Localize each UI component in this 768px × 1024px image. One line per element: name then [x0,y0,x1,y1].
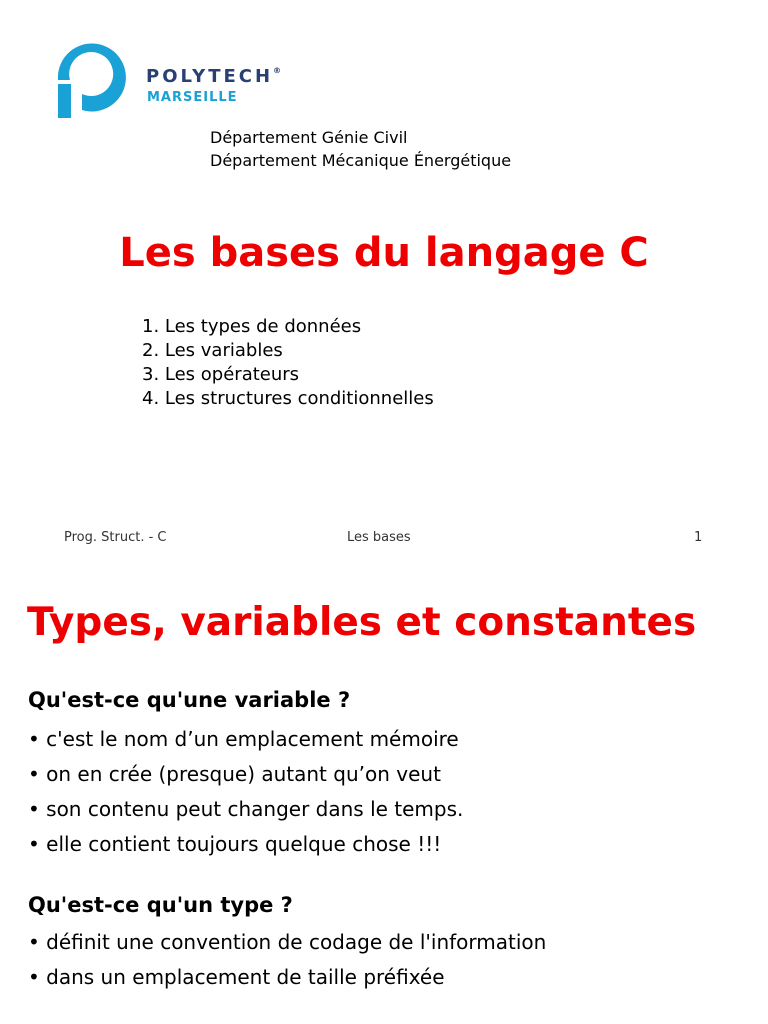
table-of-contents [142,315,434,411]
bullet-item: • dans un emplacement de taille préfixée [28,965,445,989]
polytech-logo [54,40,334,122]
toc-item: 1. Les types de données [142,316,362,337]
polytech-ring-icon [54,40,134,122]
footer-section: Les bases [347,530,411,545]
logo-subtitle: MARSEILLE [147,90,238,105]
bullet-item: • c'est le nom d’un emplacement mémoire [28,727,459,751]
footer-page-number: 1 [694,530,703,545]
bullet-item: • son contenu peut changer dans le temps. [28,797,464,821]
variable-bullets [28,727,463,867]
question-type: Qu'est-ce qu'un type ? [28,893,293,917]
question-variable: Qu'est-ce qu'une variable ? [28,688,351,712]
bullet-item: • elle contient toujours quelque chose !!! [28,832,442,856]
department-mechanical: Département Mécanique Énergétique [210,151,512,170]
slide2-title: Types, variables et constantes [27,600,697,645]
toc-item: 4. Les structures conditionnelles [142,388,434,409]
bullet-item: • on en crée (presque) autant qu’on veut [28,762,441,786]
registered-mark: ® [273,66,282,75]
logo-brand-text: POLYTECH® [146,66,282,87]
department-civil: Département Génie Civil [210,128,408,147]
bullet-item: • définit une convention de codage de l'information [28,930,547,954]
footer-course: Prog. Struct. - C [64,530,167,545]
toc-item: 2. Les variables [142,340,283,361]
slide1-title: Les bases du langage C [119,230,649,276]
toc-item: 3. Les opérateurs [142,364,300,385]
type-bullets [28,930,546,1000]
